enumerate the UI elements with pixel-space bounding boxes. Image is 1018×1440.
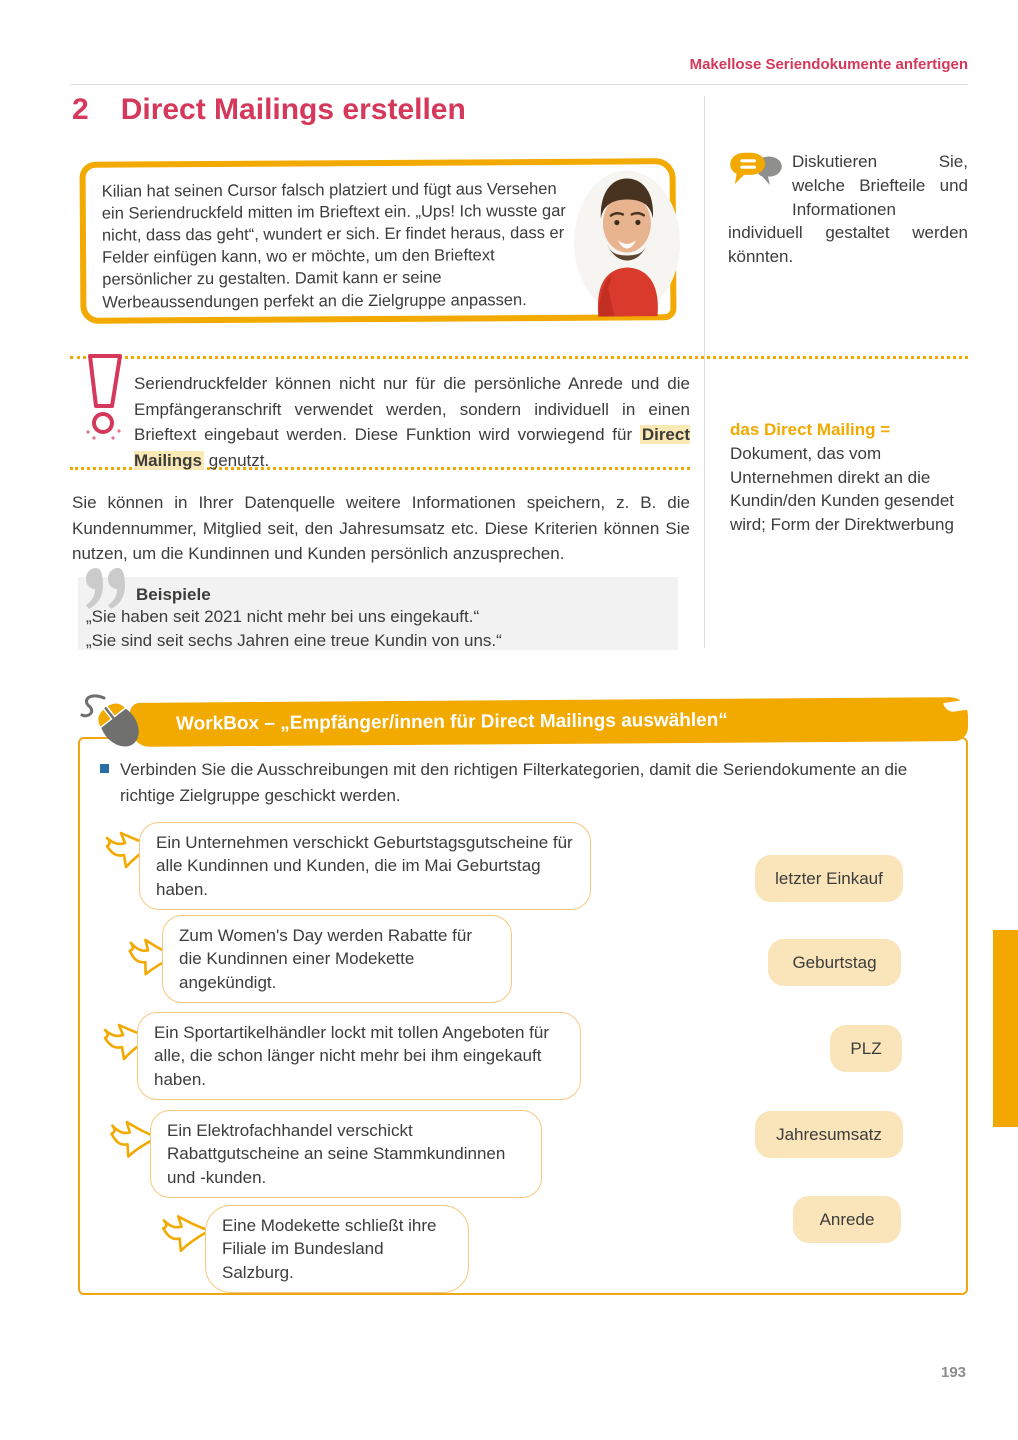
scenario-text: Zum Women's Day werden Rabatte für die Kundinnen einer Modekette angekündigt.	[179, 926, 472, 992]
scenario-text: Ein Sportartikelhändler lockt mit tollen Angeboten für alle, die schon länger nicht mehr bei ihm eingekauft haben.	[154, 1023, 550, 1089]
category-chip[interactable]: PLZ	[830, 1025, 902, 1072]
column-divider	[704, 96, 705, 648]
kilian-photo	[572, 166, 683, 317]
scenario-text: Ein Unternehmen verschickt Geburtstagsgutscheine für alle Kundinnen und Kunden, die im Mai Geburtstag haben.	[156, 833, 573, 899]
body-paragraph: Sie können in Ihrer Datenquelle weitere Informationen speichern, z. B. die Kundennummer, Mitglied seit, den Jahresumsatz etc. Diese Kriterien können Sie nutzen, um die Kundinnen und Kunden persönlich anzusprechen.	[72, 493, 690, 563]
dotted-rule-top	[70, 356, 968, 359]
category-chip[interactable]: Jahresumsatz	[755, 1111, 903, 1158]
scenario-bubble[interactable]	[162, 915, 512, 1003]
chapter-number: 2	[72, 93, 89, 126]
discussion-prompt	[728, 150, 968, 269]
running-header: Makellose Seriendokumente anfertigen	[689, 56, 968, 73]
scenario-text: Ein Elektrofachhandel verschickt Rabattgutscheine an seine Stammkundinnen und -kunden.	[167, 1121, 506, 1187]
scenario-bubble[interactable]	[150, 1110, 542, 1198]
note-text-before: Seriendruckfelder können nicht nur für die persönliche Anrede und die Empfängeranschrift verwendet werden, sondern individuell in einen Brieftext eingebaut werden. Diese Funktion wird vorwiegend für	[134, 374, 690, 444]
workbox-title-banner	[130, 697, 968, 747]
page-number: 193	[941, 1364, 967, 1381]
scenario-bubble[interactable]	[205, 1205, 469, 1293]
margin-definition	[730, 418, 972, 537]
chapter-title: Direct Mailings erstellen	[120, 93, 466, 126]
quote-icon	[86, 568, 132, 610]
workbox-instruction: Verbinden Sie die Ausschreibungen mit den richtigen Filterkategorien, damit die Seriendokumente an die richtige Zielgruppe geschickt werden.	[120, 760, 908, 806]
note-text-after: genutzt.	[204, 450, 270, 470]
category-chip[interactable]: letzter Einkauf	[755, 855, 903, 902]
definition-term: das Direct Mailing =	[730, 420, 891, 439]
category-chip[interactable]: Anrede	[793, 1196, 901, 1243]
instruction-bullet	[100, 764, 109, 773]
note-text	[134, 371, 690, 473]
note-highlight: Direct Mailings	[134, 425, 690, 470]
examples-title: Beispiele	[136, 585, 211, 604]
category-chip[interactable]: Geburtstag	[768, 939, 901, 986]
example-item: „Sie sind seit sechs Jahren eine treue Kundin von uns.“	[86, 631, 502, 651]
examples-box	[78, 577, 678, 650]
intro-story-text: Kilian hat seinen Cursor falsch platziert und fügt aus Versehen ein Seriendruckfeld mitten im Brieftext ein. „Ups! Ich wusste gar nicht, dass das geht“, wundert er sich. Er findet heraus, dass er Felder einfügen kann, wo er möchte, um den Brieftext persönlicher zu gestalten. Damit kann er seine Werbeaussendungen perfekt an die Zielgruppe anpassen.	[101, 179, 566, 312]
workbox-title: WorkBox – „Empfänger/innen für Direct Mailings auswählen“	[175, 709, 728, 735]
page-edge-tab	[993, 930, 1018, 1127]
intro-story-box	[80, 158, 677, 324]
mouse-icon	[80, 692, 146, 752]
speech-bubbles-icon	[728, 150, 784, 196]
header-divider	[70, 84, 968, 85]
scenario-bubble[interactable]	[137, 1012, 581, 1100]
chapter-heading	[72, 93, 466, 127]
discussion-text: Diskutieren Sie, welche Briefteile und Informationen individuell gestaltet werden könnten.	[728, 152, 968, 267]
definition-text: Dokument, das vom Unternehmen direkt an die Kundin/den Kunden gesendet wird; Form der Direktwerbung	[730, 443, 955, 535]
scenario-text: Eine Modekette schließt ihre Filiale im Bundesland Salzburg.	[222, 1216, 437, 1282]
exclamation-icon	[80, 352, 126, 444]
example-item: „Sie haben seit 2021 nicht mehr bei uns eingekauft.“	[86, 607, 480, 626]
scenario-bubble[interactable]	[139, 822, 591, 910]
